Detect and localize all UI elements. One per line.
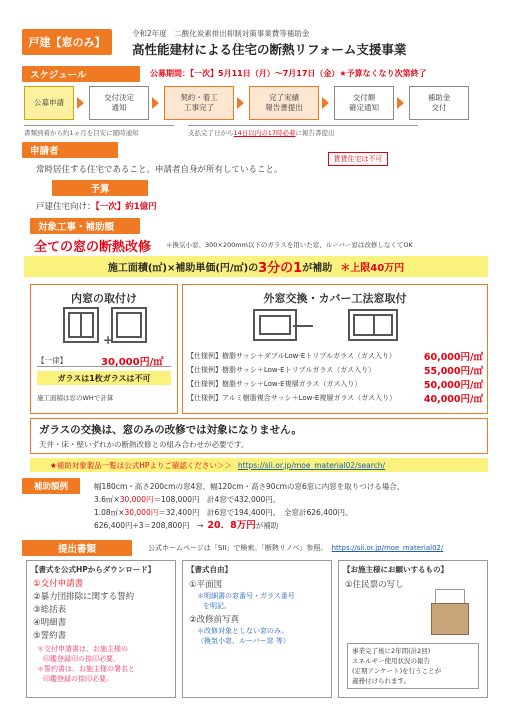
doc-item: ③総括表 bbox=[33, 605, 67, 615]
window-replace-icon bbox=[253, 309, 313, 341]
product-list-link[interactable]: https://sii.or.jp/moe_material02/search/ bbox=[237, 460, 386, 470]
inner-window-panel bbox=[30, 284, 178, 414]
download-docs-panel bbox=[26, 560, 176, 698]
step-3: 契約・着工 工事完了 bbox=[164, 86, 234, 120]
outer-window-panel bbox=[182, 284, 488, 414]
target-headline: 全ての窓の断熱改修 bbox=[34, 240, 152, 255]
glass-note: ガラスは1枚ガラスは不可 bbox=[37, 371, 171, 385]
rental-not-allowed-tag: 賃貸住宅は不可 bbox=[328, 152, 388, 166]
doc-item: ②改修前写真 bbox=[189, 615, 240, 625]
doc-note: ＊明細書の窓番号・ガラス番号 を明記。 bbox=[197, 592, 295, 610]
inner-unit-price: 30,000円/㎡ bbox=[101, 357, 164, 368]
inner-window-title: 内窓の取付け bbox=[71, 292, 137, 305]
area-note: 施工面積は窓のWHで計算 bbox=[37, 394, 114, 402]
budget-text: 戸建住宅向け：【一次】約1億円 bbox=[36, 202, 157, 212]
applicant-text: 常時居住する住宅であること。申請者自身が所有していること。 bbox=[36, 165, 283, 175]
spec-row: 【仕様例】アルミ樹脂複合サッシ＋Low-E複層ガラス（ガス入り） 40,000円/㎡ bbox=[187, 394, 483, 405]
step-5: 交付額 確定通知 bbox=[334, 86, 394, 120]
step-6: 補助金 交付 bbox=[409, 86, 469, 120]
header-subtitle: 令和2年度 二酸化炭素排出抑制対策事業費等補助金 bbox=[132, 29, 310, 38]
budget-label: 予算 bbox=[52, 180, 148, 196]
step-2: 交付決定 通知 bbox=[89, 86, 149, 120]
free-format-title: 【書式自由】 bbox=[187, 565, 232, 574]
envelope-icon bbox=[431, 589, 473, 637]
documents-label: 提出書類 bbox=[22, 540, 132, 556]
free-format-panel bbox=[182, 560, 332, 698]
documents-hp: 公式ホームページは「SII」で検索。「断熱リノベ」参照。 https://sii.or.jp/moe_material02/ bbox=[148, 544, 444, 552]
doc-item: ⑤誓約書 bbox=[33, 631, 67, 641]
doc-item: ①平面図 bbox=[189, 580, 223, 590]
schedule-note-left: 書類到着から約1ヵ月を目安に随時通知 bbox=[24, 125, 174, 137]
inner-window-icon: + bbox=[111, 307, 147, 343]
schedule-label: スケジュール bbox=[22, 66, 140, 82]
applicant-label: 申請者 bbox=[22, 142, 118, 158]
owner-docs-note: 事業完了後に2年間(計2回) エネルギー使用状況の報告 (定期アンケート)を行うことが 義務付けられます。 bbox=[347, 643, 479, 689]
product-list-banner: ★補助対象製品一覧は公式HPよりご確認ください＞＞ https://sii.or.jp/moe_material02/search/ bbox=[30, 458, 488, 472]
doc-item: ①住民票の写し bbox=[345, 580, 404, 590]
owner-docs-panel bbox=[338, 560, 488, 698]
spec-row: 【仕様例】樹脂サッシ＋Low-Eトリプルガラス（ガス入り） 55,000円/㎡ bbox=[187, 366, 483, 377]
arrow-right-icon bbox=[322, 97, 329, 109]
schedule-period: 公募期間：【一次】5月11日（月）〜7月17日（金）★予算なくなり次第終了 bbox=[150, 69, 427, 78]
spec-row: 【仕様例】樹脂サッシ＋ダブルLow-Eトリプルガラス（ガス入り） 60,000円/㎡ bbox=[187, 352, 483, 363]
glass-exchange-title: ガラスの交換は、窓のみの改修では対象になりません。 bbox=[39, 424, 302, 436]
window-cover-icon bbox=[348, 309, 408, 341]
glass-exchange-text: 天井・床・壁いずれかの断熱改修との組み合わせが必要です。 bbox=[39, 440, 249, 449]
step-4: 完了実績 報告書提出 bbox=[249, 86, 319, 120]
download-docs-note: ＊交付申請書は、お施主様の 印鑑登録印の捺印必要。 ＊誓約書は、お施主様の署名と 印鑑登録の捺印必要。 bbox=[37, 645, 135, 683]
doc-item: ④明細書 bbox=[33, 618, 67, 628]
owner-docs-title: 【お施主様にお願いするもの】 bbox=[343, 565, 448, 574]
arrow-right-icon bbox=[77, 97, 84, 109]
official-site-link[interactable]: https://sii.or.jp/moe_material02/ bbox=[331, 544, 444, 552]
schedule-note-right: 支払完了日から14日以内の17時必着に報告書提出 bbox=[188, 125, 418, 137]
inner-window-icon bbox=[63, 307, 99, 343]
outer-window-title: 外窓交換・カバー工法窓取付 bbox=[263, 292, 407, 305]
arrow-right-icon bbox=[237, 97, 244, 109]
example-text: 幅180cm・高さ200cmの窓4窓、幅120cm・高さ90cmの窓6窓に内窓を取りつける場合、 3.6㎡×30,000円＝108,000円 計4窓で432,000円。 1.08㎡×30,000円＝32,400円 計6窓で194,400円。 全窓計626,400円。 626,400円÷3＝208,800円 → 20．8万円が補助 bbox=[94, 482, 405, 531]
arrow-right-icon bbox=[397, 97, 404, 109]
step-1: 公募申請 bbox=[24, 86, 74, 120]
category-badge: 戸建【窓のみ】 bbox=[22, 29, 112, 55]
spec-list bbox=[187, 349, 483, 405]
doc-item: ②暴力団排除に関する誓約 bbox=[33, 592, 135, 602]
unit-label: 【一律】 bbox=[37, 356, 67, 365]
spec-row: 【仕様例】樹脂サッシ＋Low-E複層ガラス（ガス入り） 50,000円/㎡ bbox=[187, 380, 483, 391]
page-title: 高性能建材による住宅の断熱リフォーム支援事業 bbox=[132, 42, 407, 57]
example-label: 補助額例 bbox=[22, 478, 80, 494]
doc-note: ＊改修対象としない窓のみ。 （換気小窓、ルーバー窓 等） bbox=[197, 627, 290, 645]
glass-exchange-notice bbox=[30, 418, 488, 454]
doc-item: ①交付申請書 bbox=[33, 579, 84, 589]
target-note: ＊換気小窓、300×200mm以下のガラスを用いた窓、ルーバー窓は改修しなくてOK bbox=[166, 241, 413, 249]
target-label: 対象工事・補助額 bbox=[30, 218, 140, 234]
subsidy-formula: 施工面積(㎡)×補助単価(円/㎡)の 3分の1 が補助 ＊上限40万円 bbox=[24, 256, 488, 277]
arrow-right-icon bbox=[152, 97, 159, 109]
download-docs-title: 【書式を公式HPからダウンロード】 bbox=[31, 565, 156, 574]
